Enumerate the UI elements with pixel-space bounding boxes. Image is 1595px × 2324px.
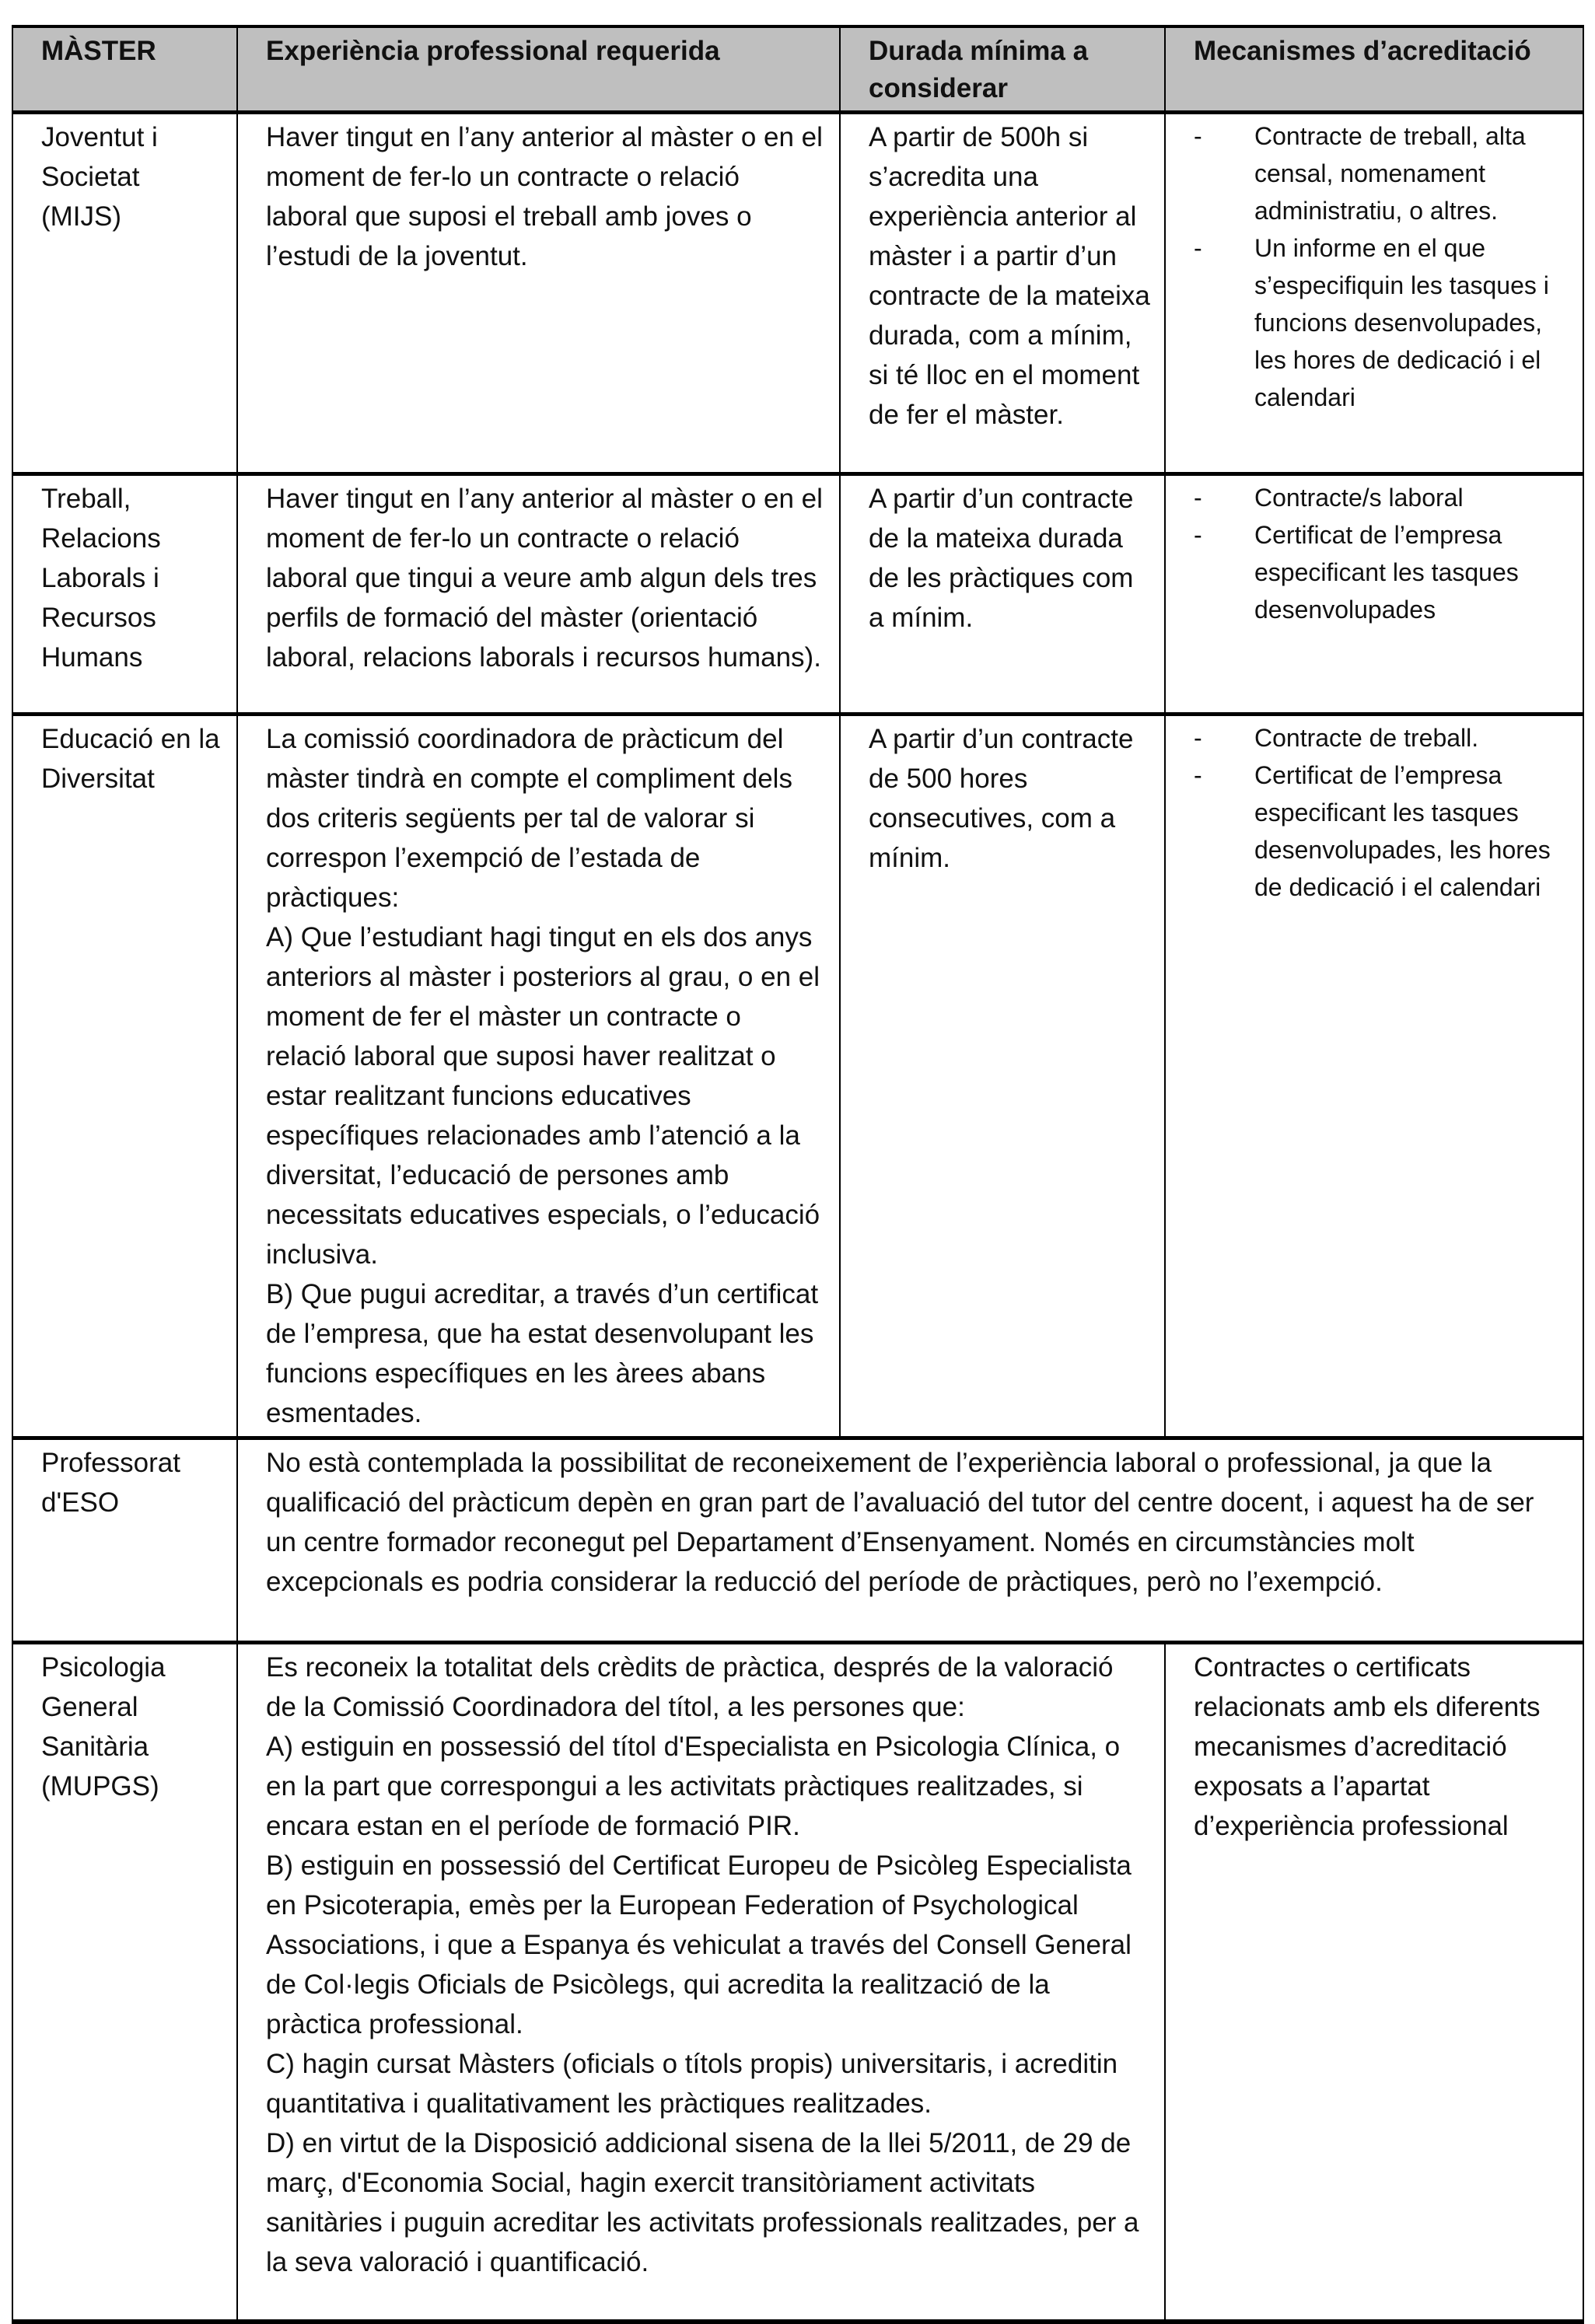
- table-row-treball: [12, 474, 1583, 715]
- list-item: - Un informe en el que s’especifiquin les tasques i funcions desenvolupades, les hores de dedicació i el calendari: [1194, 229, 1569, 416]
- list-item: - Certificat de l’empresa especificant les tasques desenvolupades: [1194, 516, 1569, 628]
- cell-experience: [237, 1643, 1165, 2322]
- table-row-professorat: [12, 1438, 1583, 1643]
- header-master: MÀSTER: [12, 26, 237, 113]
- cell-experience: [237, 113, 840, 474]
- cell-master: Educació en la Diversitat: [12, 715, 237, 1438]
- experience-criterion-b: B) estiguin en possessió del Certificat Europeu de Psicòleg Especialista en Psicoterapia, emès per la European Federation of Psychological Associations, i que a Espanya és vehiculat a través del Consell General de Col·legis Oficials de Psicòlegs, qui acredita la realització de la pràctica professional.: [266, 1850, 1132, 2039]
- cell-master: Professorat d'ESO: [12, 1438, 237, 1643]
- mechanisms-list: [1194, 117, 1569, 416]
- list-item: - Contracte de treball, alta censal, nomenament administratiu, o altres.: [1194, 117, 1569, 229]
- list-item: - Certificat de l’empresa especificant les tasques desenvolupades, les hores de dedicació i el calendari: [1194, 757, 1569, 906]
- experience-criterion-d: D) en virtut de la Disposició addicional sisena de la llei 5/2011, de 29 de març, d'Economia Social, hagin exercit transitòriament activitats sanitàries i puguin acreditar les activitats professionals realitzades, per a la seva valoració i quantificació.: [266, 2128, 1139, 2277]
- table-row-psicologia: [12, 1643, 1583, 2322]
- experience-criterion-b: B) Que pugui acreditar, a través d’un certificat de l’empresa, que ha estat desenvolupant les funcions específiques en les àrees abans esmentades.: [266, 1279, 819, 1428]
- cell-master: Treball, Relacions Laborals i Recursos Humans: [12, 474, 237, 715]
- experience-criterion-a: A) estiguin en possessió del títol d'Especialista en Psicologia Clínica, o en la part que correspongui a les activitats pràctiques realitzades, si encara estan en el període de formació PIR.: [266, 1732, 1121, 1841]
- mechanisms-list: [1194, 479, 1569, 628]
- cell-experience: [237, 715, 840, 1438]
- requirements-table: [12, 25, 1584, 2324]
- experience-paragraph: Es reconeix la totalitat dels crèdits de pràctica, després de la valoració de la Comissió Coordinadora del títol, a les persones que:: [266, 1652, 1114, 1722]
- experience-paragraph: Haver tingut en l’any anterior al màster o en el moment de fer-lo un contracte o relació laboral que tingui a veure amb algun dels tres perfils de formació del màster (orientació laboral, relacions laborals i recursos humans).: [266, 484, 823, 673]
- cell-duration: A partir de 500h si s’acredita una experiència anterior al màster i a partir d’un contracte de la mateixa durada, com a mínim, si té lloc en el moment de fer el màster.: [840, 113, 1165, 474]
- cell-mechanisms: [1165, 113, 1583, 474]
- cell-experience: [237, 474, 840, 715]
- cell-mechanisms: [1165, 474, 1583, 715]
- list-item: - Contracte de treball.: [1194, 719, 1569, 757]
- experience-paragraph: Haver tingut en l’any anterior al màster o en el moment de fer-lo un contracte o relació laboral que suposi el treball amb joves o l’estudi de la joventut.: [266, 122, 823, 271]
- table-row-mijs: [12, 113, 1583, 474]
- cell-mechanisms: [1165, 715, 1583, 1438]
- table-row-educacio: [12, 715, 1583, 1438]
- header-row: [12, 26, 1583, 113]
- header-duration: Durada mínima a considerar: [840, 26, 1165, 113]
- experience-criterion-a: A) Que l’estudiant hagi tingut en els dos anys anteriors al màster i posteriors al grau, o en el moment de fer el màster un contracte o relació laboral que suposi haver realitzat o estar realitzant funcions educatives específiques relacionades amb l’atenció a la diversitat, l’educació de persones amb necessitats educatives especials, o l’educació inclusiva.: [266, 922, 820, 1270]
- header-experience: Experiència professional requerida: [237, 26, 840, 113]
- mechanisms-list: [1194, 719, 1569, 906]
- header-mechanisms: Mecanismes d’acreditació: [1165, 26, 1583, 113]
- cell-duration: A partir d’un contracte de 500 hores consecutives, com a mínim.: [840, 715, 1165, 1438]
- cell-master: Psicologia General Sanitària (MUPGS): [12, 1643, 237, 2322]
- experience-criterion-c: C) hagin cursat Màsters (oficials o títols propis) universitaris, i acreditin quantitativa i qualitativament les pràctiques realitzades.: [266, 2049, 1118, 2119]
- cell-mechanisms: Contractes o certificats relacionats amb els diferents mecanismes d’acreditació exposats a l’apartat d’experiència professional: [1165, 1643, 1583, 2322]
- cell-duration: A partir d’un contracte de la mateixa durada de les pràctiques com a mínim.: [840, 474, 1165, 715]
- list-item: - Contracte/s laboral: [1194, 479, 1569, 516]
- experience-paragraph: La comissió coordinadora de pràcticum del màster tindrà en compte el compliment dels dos criteris següents per tal de valorar si correspon l’exempció de l’estada de pràctiques:: [266, 724, 792, 913]
- cell-master: Joventut i Societat (MIJS): [12, 113, 237, 474]
- cell-experience-merged: No està contemplada la possibilitat de reconeixement de l’experiència laboral o professional, ja que la qualificació del pràcticum depèn en gran part de l’avaluació del tutor del centre docent, i aquest ha de ser un centre formador reconegut pel Departament d’Ensenyament. Només en circumstàncies molt excepcionals es podria considerar la reducció del període de pràctiques, però no l’exempció.: [237, 1438, 1583, 1643]
